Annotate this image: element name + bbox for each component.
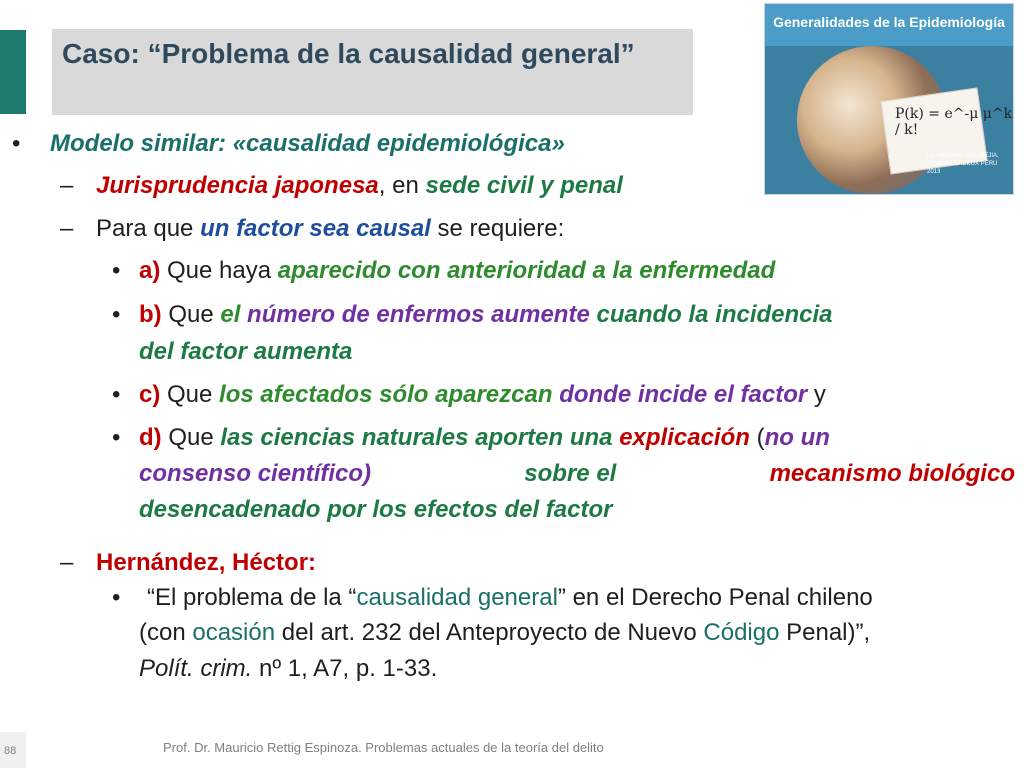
text-segment: ocasión <box>192 619 276 646</box>
para-que-text: Para que <box>96 215 201 242</box>
cover-credits: Lic. Alejandro Caro MEJIA, Osvaldo ULADEUX PERU 2013 <box>927 153 999 175</box>
text-segment: ( <box>749 424 765 451</box>
text-segment: (con <box>139 619 193 646</box>
letter-c: c) <box>139 381 161 408</box>
text-segment <box>586 257 593 284</box>
text-segment: Código <box>703 619 780 646</box>
reference-text <box>147 579 873 616</box>
sede-text: sede civil y penal <box>425 172 623 199</box>
text-segment: del factor aumenta <box>139 338 353 365</box>
text-segment: cuando la incidencia <box>596 301 833 328</box>
text-segment: Polít. crim. <box>139 655 253 682</box>
requisito-d-line3 <box>139 491 612 528</box>
slide-title: Caso: “Problema de la causalidad general” <box>62 38 635 69</box>
text-segment: explicación <box>619 424 750 451</box>
text-segment: causalidad general <box>356 584 558 611</box>
text-segment: no un <box>764 424 830 451</box>
connector-text: , en <box>378 172 426 199</box>
text-segment: mecanismo biológico <box>769 460 1015 487</box>
text-segment: desencadenado por los efectos del factor <box>139 496 613 523</box>
letter-b: b) <box>139 301 162 328</box>
text-segment: Penal)”, <box>779 619 871 646</box>
requiere-text: se requiere: <box>430 215 565 242</box>
text-segment: “El problema de la “ <box>147 584 357 611</box>
text-segment: Que <box>160 381 220 408</box>
requisito-c-text <box>139 376 826 413</box>
dash-marker: – <box>60 215 74 242</box>
author-text: Hernández, Héctor: <box>96 549 317 576</box>
factor-causal-text: un factor sea causal <box>200 215 431 242</box>
requisito-a-text <box>139 252 775 289</box>
cover-formula: P(k) = e^-μ μ^k / k! <box>895 106 1013 138</box>
bullet-marker: • <box>112 301 121 328</box>
bullet-marker: • <box>112 381 121 408</box>
text-segment: las ciencias naturales aporten una <box>220 424 613 451</box>
requisito-b-line2 <box>139 333 352 370</box>
bullet-marker: • <box>112 424 121 451</box>
requisito-d-line2 <box>139 455 1015 492</box>
text-segment: los afectados sólo aparezcan <box>219 381 553 408</box>
text-segment: 1, A7, p. 1-33. <box>281 655 438 682</box>
footer-text: Prof. Dr. Mauricio Rettig Espinoza. Problemas actuales de la teoría del delito <box>163 740 604 755</box>
model-text: Modelo similar: «causalidad epidemiológica» <box>50 130 565 157</box>
reference-line3 <box>139 650 437 687</box>
text-segment: sobre el <box>524 460 617 487</box>
dash-marker: – <box>60 172 74 199</box>
text-segment: del art. 232 del Anteproyecto de Nuevo <box>275 619 704 646</box>
text-segment: y <box>807 381 826 408</box>
reference-line2 <box>139 614 870 651</box>
bullet-marker: • <box>112 584 121 611</box>
text-segment: Que <box>161 424 221 451</box>
sub-item-text <box>96 167 623 204</box>
bullet-text <box>50 125 565 162</box>
dash-marker: – <box>60 549 74 576</box>
text-segment: Que haya <box>160 257 278 284</box>
text-segment: a la enfermedad <box>592 257 776 284</box>
text-segment: el <box>220 301 241 328</box>
bullet-marker: • <box>12 130 21 157</box>
sub-item-text <box>96 210 564 247</box>
text-segment: donde incide el factor <box>559 381 808 408</box>
text-segment: consenso científico) <box>139 460 372 487</box>
text-segment: ” en el Derecho Penal chileno <box>557 584 873 611</box>
text-segment: aparecido con anterioridad <box>277 257 586 284</box>
bullet-marker: • <box>112 257 121 284</box>
letter-d: d) <box>139 424 162 451</box>
jurisprudencia-text: Jurisprudencia japonesa <box>96 172 379 199</box>
text-segment: nº <box>252 655 282 682</box>
requisito-d-line1 <box>139 419 1015 456</box>
requisito-b-line1 <box>139 296 833 333</box>
cover-title: Generalidades de la Epidemiología <box>773 14 1005 30</box>
text-segment: número de enfermos aumente <box>247 301 590 328</box>
text-segment: Que <box>161 301 221 328</box>
letter-a: a) <box>139 257 161 284</box>
page-number: 88 <box>4 745 17 757</box>
